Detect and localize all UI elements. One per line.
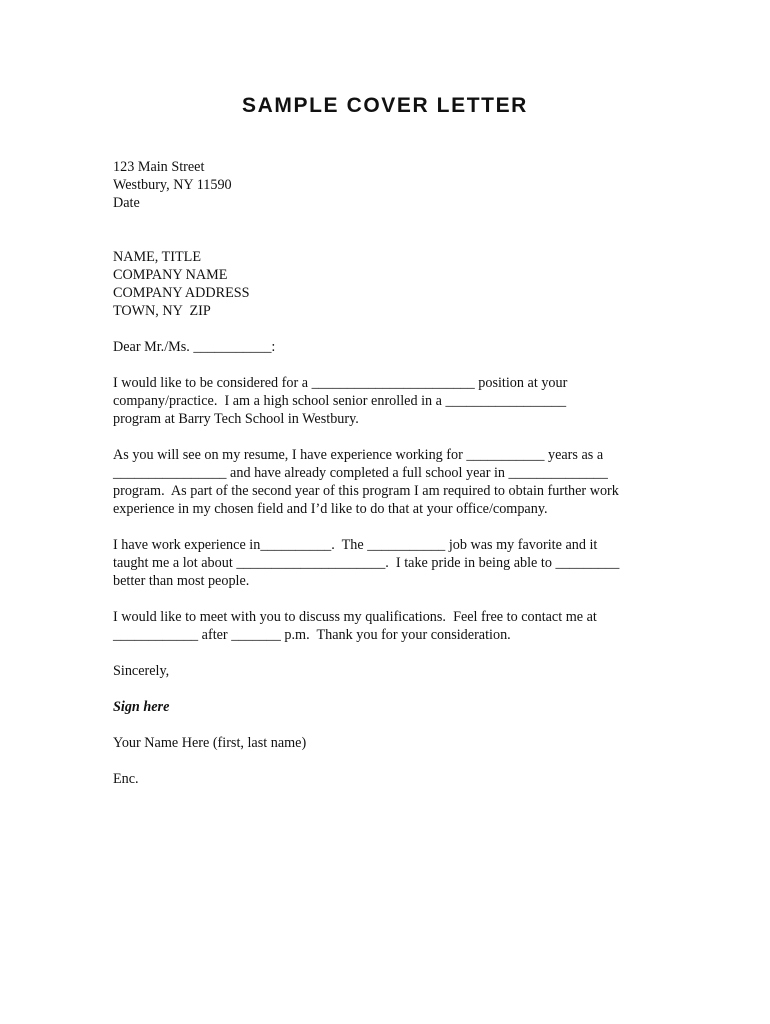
paragraph-line: I have work experience in__________. The ___________ job was my favorite and it (113, 537, 598, 553)
paragraph-line: company/practice. I am a high school senior enrolled in a _________________ (113, 393, 567, 409)
sender-date: Date (113, 195, 140, 211)
paragraph-line: program. As part of the second year of this program I am required to obtain further work (113, 483, 619, 499)
recipient-name-title: NAME, TITLE (113, 249, 201, 265)
closing: Sincerely, (113, 663, 170, 679)
enclosure: Enc. (113, 771, 139, 787)
letter-body (113, 158, 673, 788)
paragraph-4 (113, 608, 673, 644)
paragraph-line: ____________ after _______ p.m. Thank you for your consideration. (113, 627, 511, 643)
paragraph-line: I would like to meet with you to discuss my qualifications. Feel free to contact me at (113, 609, 597, 625)
printed-name: Your Name Here (first, last name) (113, 735, 307, 751)
paragraph-line: I would like to be considered for a _______________________ position at your (113, 375, 568, 391)
paragraph-line: program at Barry Tech School in Westbury. (113, 411, 359, 427)
recipient-address-line: COMPANY ADDRESS (113, 285, 250, 301)
paragraph-line: ________________ and have already completed a full school year in ______________ (113, 465, 608, 481)
salutation: Dear Mr./Ms. ___________: (113, 339, 276, 355)
paragraph-2 (113, 446, 673, 518)
paragraph-line: taught me a lot about _____________________. I take pride in being able to _________ (113, 555, 620, 571)
paragraph-line: experience in my chosen field and I’d like to do that at your office/company. (113, 501, 548, 517)
paragraph-line: better than most people. (113, 573, 250, 589)
recipient-town: TOWN, NY ZIP (113, 303, 211, 319)
sender-street: 123 Main Street (113, 159, 205, 175)
paragraph-3 (113, 536, 673, 590)
paragraph-1 (113, 374, 673, 428)
sender-address (113, 158, 673, 212)
recipient-address (113, 248, 673, 320)
recipient-company: COMPANY NAME (113, 267, 228, 283)
signature: Sign here (113, 699, 170, 715)
sender-city: Westbury, NY 11590 (113, 177, 232, 193)
paragraph-line: As you will see on my resume, I have experience working for ___________ years as a (113, 447, 604, 463)
document-title: SAMPLE COVER LETTER (242, 94, 528, 117)
